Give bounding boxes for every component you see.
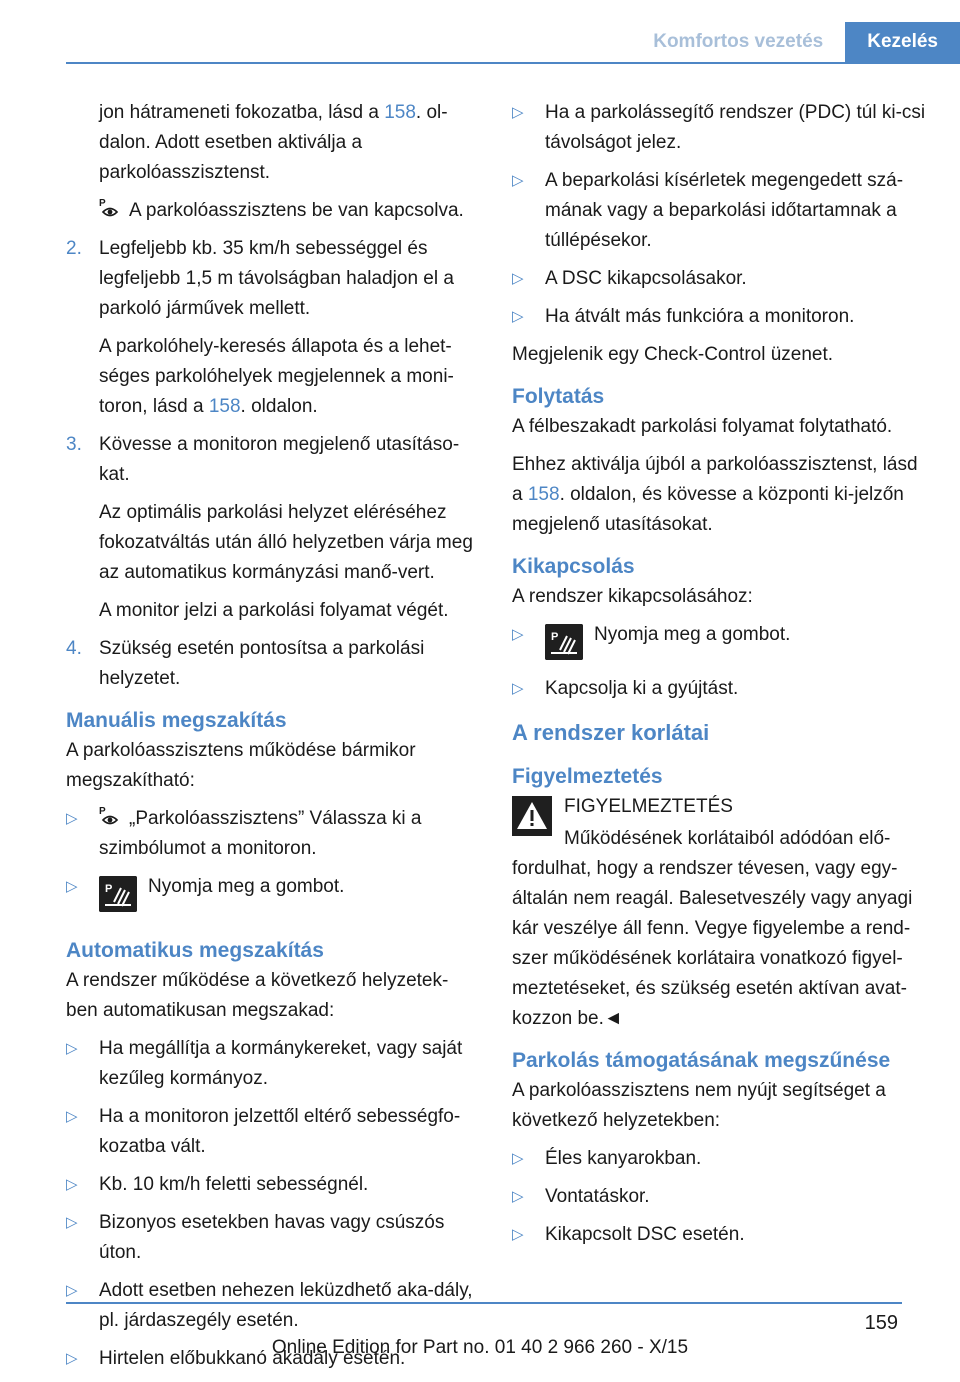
step-4: [66, 634, 478, 694]
list-item-text: Ha a parkolássegítő rendszer (PDC) túl ki-csi távolságot jelez.: [545, 102, 926, 153]
step-text: Kövesse a monitoron megjelenő utasításo-kat.: [99, 434, 460, 485]
warning-text: Működésének korlátaiból adódóan elő-: [564, 828, 891, 849]
list-item: [66, 1208, 478, 1268]
parking-assistant-icon: [99, 196, 121, 220]
list-item-text: Kikapcsolt DSC esetén.: [545, 1224, 745, 1245]
triangle-bullet-icon: ▷: [66, 810, 78, 827]
triangle-bullet-icon: ▷: [512, 104, 524, 121]
assistant-on-note: P A parkolóasszisztens be van kapcsolva.: [99, 198, 464, 221]
header-tabs: [631, 22, 960, 62]
list-item: [512, 674, 932, 704]
heading-system-limits: A rendszer korlátai: [512, 720, 710, 745]
heading-continue: Folytatás: [512, 385, 605, 408]
list-item: [512, 1182, 932, 1212]
svg-text:P: P: [99, 806, 106, 817]
triangle-bullet-icon: ▷: [512, 270, 524, 287]
header-rule: [66, 62, 960, 64]
list-item-text: Ha átvált más funkcióra a monitoron.: [545, 306, 855, 327]
warning-title: FIGYELMEZTETÉS: [564, 796, 733, 817]
list-item-text: Vontatáskor.: [545, 1186, 650, 1207]
switch-off-intro: A rendszer kikapcsolásához:: [512, 586, 753, 607]
triangle-bullet-icon: ▷: [66, 1282, 78, 1299]
list-item: [512, 166, 932, 256]
left-column: [66, 98, 478, 1382]
list-item: [66, 1034, 478, 1094]
triangle-bullet-icon: ▷: [66, 1214, 78, 1231]
list-item-text: Adott esetben nehezen leküzdhető aka-dály, pl. járdaszegély esetén.: [99, 1280, 473, 1331]
page-link[interactable]: 158: [208, 396, 241, 417]
triangle-bullet-icon: ▷: [512, 1226, 524, 1243]
heading-auto-interrupt: Automatikus megszakítás: [66, 939, 324, 962]
auto-intro: A rendszer működése a következő helyzetek-ben automatikusan megszakad:: [66, 970, 449, 1021]
heading-support-end: Parkolás támogatásának megszűnése: [512, 1049, 891, 1072]
list-item: [512, 264, 932, 294]
list-item: [512, 620, 932, 674]
parking-assistant-icon: [99, 804, 121, 828]
manual-intro: A parkolóasszisztens működése bármikor megszakítható:: [66, 740, 416, 791]
triangle-bullet-icon: ▷: [512, 1188, 524, 1205]
warning-text: fordulhat, hogy a rendszer tévesen, vagy egy-általán nem reagál. Balesetveszély vagy anyagi kár veszélye áll fenn. Vegye figyelembe a rend-szer működésének korlátaira vonatkozó figyel-meztetéseket, és szükség esetén aktívan avat-kozzon be.◄: [512, 858, 913, 1029]
triangle-bullet-icon: ▷: [66, 1040, 78, 1057]
warning-block: [512, 792, 932, 1034]
heading-warning: Figyelmeztetés: [512, 765, 663, 788]
step-text: Az optimális parkolási helyzet eléréséhez fokozatváltás után álló helyzetben várja meg az automatikus kormányzási manő-vert.: [99, 502, 473, 583]
triangle-bullet-icon: ▷: [66, 1176, 78, 1193]
step1-continuation: jon hátrameneti fokozatba, lásd a 158. ol-dalon. Adott esetben aktiválja a parkolóasszisztenst.: [99, 102, 448, 183]
section-tab-operation[interactable]: Kezelés: [845, 22, 960, 62]
list-item: [66, 1170, 478, 1200]
triangle-bullet-icon: ▷: [512, 172, 524, 189]
svg-text:P: P: [551, 631, 559, 643]
edition-footer: Online Edition for Part no. 01 40 2 966 260 - X/15: [271, 1337, 689, 1358]
triangle-bullet-icon: ▷: [66, 878, 78, 895]
list-item-text: A beparkolási kísérletek megengedett szá-mának vagy a beparkolási időtartamnak a túllépésekor.: [545, 170, 904, 251]
list-item-text: Kapcsolja ki a gyújtást.: [545, 678, 739, 699]
step-text: Szükség esetén pontosítsa a parkolási helyzetet.: [99, 638, 425, 689]
svg-text:P: P: [105, 883, 113, 895]
list-item-text: Ha a monitoron jelzettől eltérő sebességfo-kozatba vált.: [99, 1106, 461, 1157]
list-item: [512, 1144, 932, 1174]
list-item: [66, 872, 478, 924]
list-item-text: Bizonyos esetekben havas vagy csúszós úton.: [99, 1212, 445, 1263]
step-3: [66, 430, 478, 626]
list-item-text: „Parkolóasszisztens” Válassza ki a szimbólumot a monitoron.: [99, 808, 422, 859]
continue-text: Ehhez aktiválja újból a parkolóasszisztenst, lásd a 158. oldalon, és kövesse a központi ki-jelzőn megjelenő utasításokat.: [512, 454, 918, 535]
list-item-text: Kb. 10 km/h feletti sebességnél.: [99, 1174, 369, 1195]
list-item: [66, 1276, 478, 1336]
list-item: [66, 804, 478, 864]
triangle-bullet-icon: ▷: [512, 308, 524, 325]
right-column: [512, 98, 932, 1258]
continue-text: A félbeszakadt parkolási folyamat folytatható.: [512, 416, 893, 437]
list-item-text: Hirtelen előbukkanó akadály esetén.: [99, 1348, 406, 1369]
step-text: A parkolóhely-keresés állapota és a lehet-séges parkolóhelyek megjelennek a moni-toron, lásd a 158. oldalon.: [99, 336, 454, 417]
step-2: [66, 234, 478, 422]
triangle-bullet-icon: ▷: [66, 1108, 78, 1125]
step-number: 3.: [66, 434, 82, 455]
step-number: 4.: [66, 638, 82, 659]
triangle-bullet-icon: ▷: [66, 1350, 78, 1367]
svg-text:P: P: [99, 198, 106, 209]
heading-manual-interrupt: Manuális megszakítás: [66, 709, 287, 732]
list-item-text: Ha megállítja a kormánykereket, vagy saját kezűleg kormányoz.: [99, 1038, 463, 1089]
section-tab-comfort[interactable]: Komfortos vezetés: [653, 31, 824, 52]
page-link[interactable]: 158: [527, 484, 560, 505]
parking-button-icon: [545, 624, 583, 660]
support-end-intro: A parkolóasszisztens nem nyújt segítséget a következő helyzetekben:: [512, 1080, 886, 1131]
list-item-text: Éles kanyarokban.: [545, 1148, 702, 1169]
step-number: 2.: [66, 238, 82, 259]
warning-triangle-icon: [512, 796, 552, 836]
list-item-text: A DSC kikapcsolásakor.: [545, 268, 747, 289]
step-text: A monitor jelzi a parkolási folyamat végét.: [99, 600, 449, 621]
triangle-bullet-icon: ▷: [512, 626, 524, 643]
list-item: [66, 1102, 478, 1162]
step-text: Legfeljebb kb. 35 km/h sebességgel és legfeljebb 1,5 m távolságban haladjon el a parkoló járművek mellett.: [99, 238, 454, 319]
footer-rule: [66, 1302, 902, 1304]
triangle-bullet-icon: ▷: [512, 1150, 524, 1167]
list-item: [512, 98, 932, 158]
list-item-text: Nyomja meg a gombot.: [594, 624, 791, 645]
list-item: [512, 302, 932, 332]
page-number: 159: [864, 1312, 898, 1334]
parking-button-icon: [99, 876, 137, 912]
list-item-text: Nyomja meg a gombot.: [148, 876, 345, 897]
page-link[interactable]: 158: [384, 102, 416, 123]
triangle-bullet-icon: ▷: [512, 680, 524, 697]
check-control-message: Megjelenik egy Check-Control üzenet.: [512, 344, 834, 365]
list-item: [512, 1220, 932, 1250]
heading-switch-off: Kikapcsolás: [512, 555, 635, 578]
